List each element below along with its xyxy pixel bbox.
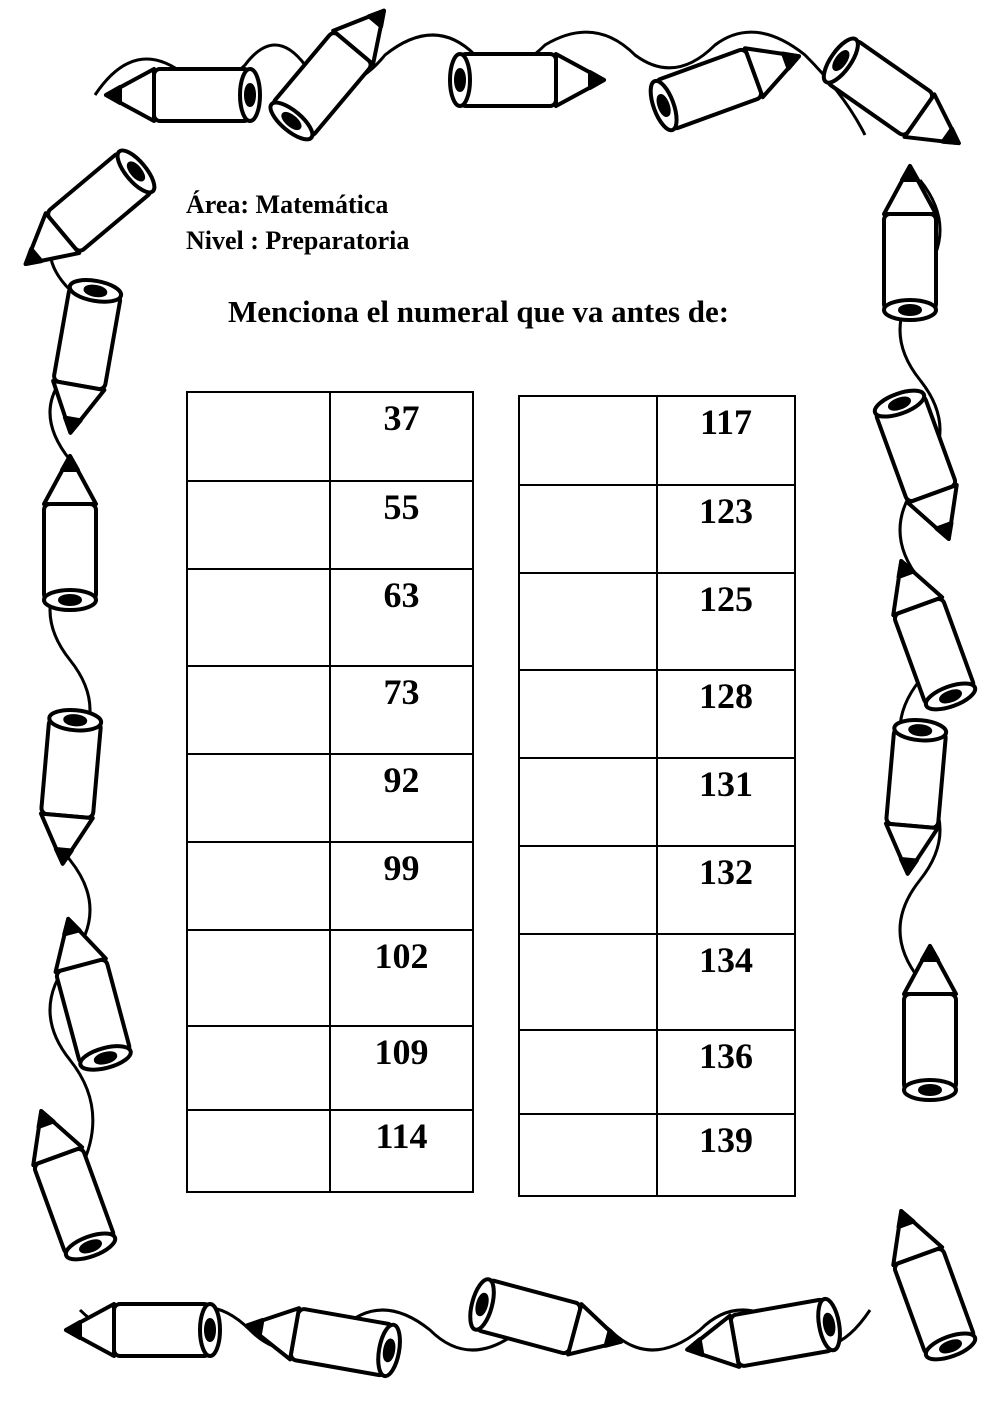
answer-cell[interactable] (187, 392, 330, 481)
number-cell: 117 (657, 396, 795, 485)
instruction-title: Menciona el numeral que va antes de: (228, 294, 730, 329)
number-cell: 139 (657, 1114, 795, 1196)
number-cell: 128 (657, 670, 795, 758)
number-cell: 37 (330, 392, 473, 481)
answer-cell[interactable] (187, 569, 330, 666)
answer-cell[interactable] (519, 573, 657, 670)
number-cell: 114 (330, 1110, 473, 1192)
answer-cell[interactable] (519, 1114, 657, 1196)
level-label: Nivel : Preparatoria (186, 226, 410, 255)
answer-cell[interactable] (519, 396, 657, 485)
number-cell: 109 (330, 1026, 473, 1110)
answer-cell[interactable] (187, 930, 330, 1026)
answer-cell[interactable] (187, 754, 330, 842)
number-cell: 55 (330, 481, 473, 569)
number-cell: 73 (330, 666, 473, 754)
answer-cell[interactable] (187, 1110, 330, 1192)
number-cell: 92 (330, 754, 473, 842)
answer-cell[interactable] (187, 1026, 330, 1110)
number-cell: 134 (657, 934, 795, 1030)
number-cell: 102 (330, 930, 473, 1026)
answer-cell[interactable] (187, 481, 330, 569)
answer-cell[interactable] (519, 1030, 657, 1114)
number-cell: 63 (330, 569, 473, 666)
area-label: Área: Matemática (186, 190, 389, 219)
number-cell: 99 (330, 842, 473, 930)
answer-cell[interactable] (519, 758, 657, 846)
right-answer-table (518, 395, 796, 1197)
number-cell: 132 (657, 846, 795, 934)
number-cell: 136 (657, 1030, 795, 1114)
answer-cell[interactable] (519, 485, 657, 573)
answer-cell[interactable] (187, 666, 330, 754)
number-cell: 123 (657, 485, 795, 573)
number-cell: 125 (657, 573, 795, 670)
answer-cell[interactable] (519, 670, 657, 758)
left-answer-table (186, 391, 474, 1193)
answer-cell[interactable] (519, 934, 657, 1030)
answer-cell[interactable] (519, 846, 657, 934)
answer-cell[interactable] (187, 842, 330, 930)
number-cell: 131 (657, 758, 795, 846)
